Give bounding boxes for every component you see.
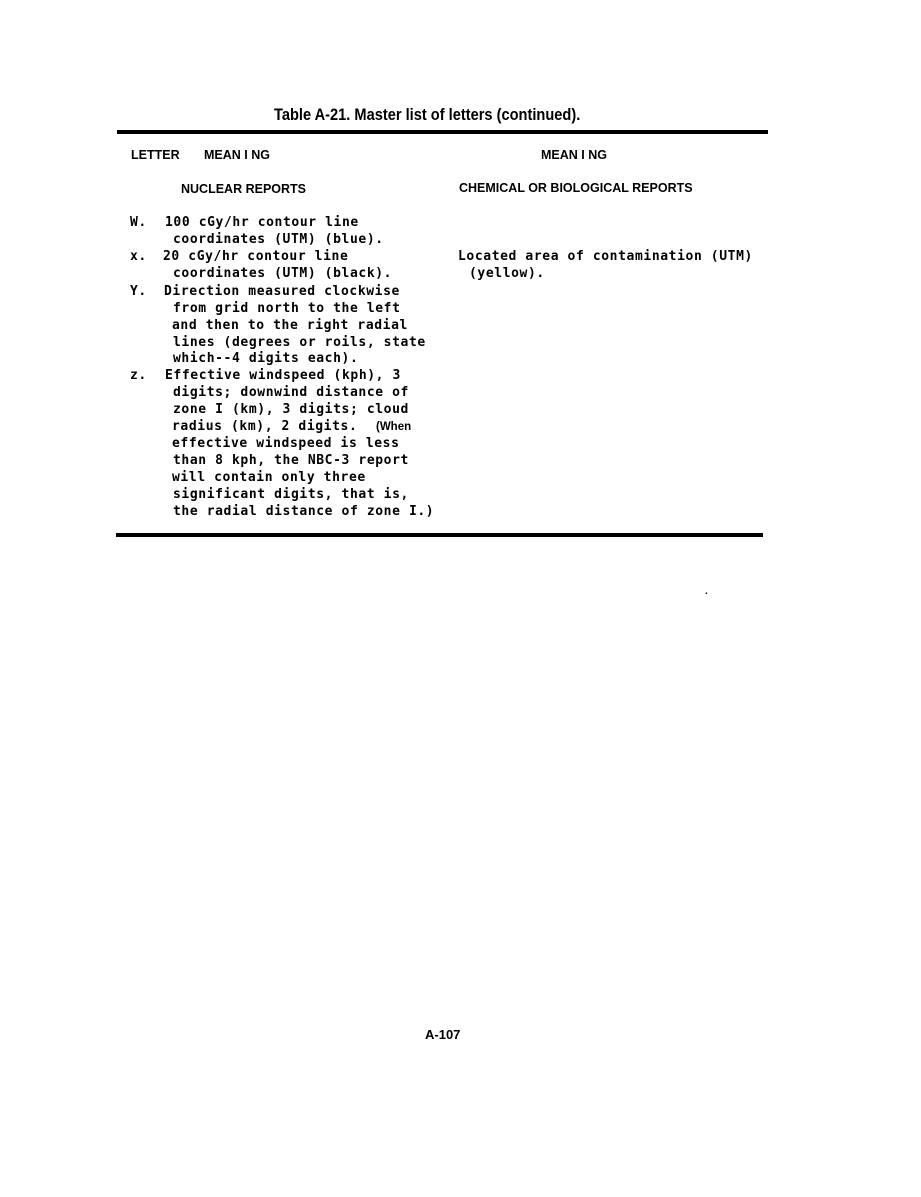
entry-w-line-2: coordinates (UTM) (blue). xyxy=(173,232,384,247)
entry-letter-z: z. xyxy=(130,368,147,383)
entry-z-line-9: the radial distance of zone I.) xyxy=(173,504,435,519)
stray-mark: . xyxy=(705,586,708,597)
entry-z-line-4: radius (km), 2 digits. xyxy=(172,419,358,434)
entry-letter-x: x. xyxy=(130,249,147,264)
entry-y-line-5: which--4 digits each). xyxy=(173,351,359,366)
entry-y-line-2: from grid north to the left xyxy=(173,301,401,316)
entry-w-line-1: 100 cGy/hr contour line xyxy=(165,215,359,230)
entry-y-line-1: Direction measured clockwise xyxy=(164,284,400,299)
table-title: Table A-21. Master list of letters (continued). xyxy=(274,105,581,124)
entry-z-line-2: digits; downwind distance of xyxy=(173,385,409,400)
entry-letter-y: Y. xyxy=(130,284,147,299)
top-rule xyxy=(117,130,768,134)
entry-y-line-4: lines (degrees or roils, state xyxy=(173,335,426,350)
entry-y-line-3: and then to the right radial xyxy=(172,318,408,333)
nuclear-reports-header: NUCLEAR REPORTS xyxy=(181,182,307,196)
entry-z-line-3: zone I (km), 3 digits; cloud xyxy=(173,402,409,417)
entry-z-line-7: will contain only three xyxy=(172,470,366,485)
entry-x-line-1: 20 cGy/hr contour line xyxy=(163,249,349,264)
entry-z-small-tail: (When xyxy=(376,421,412,433)
meaning-column-header-left: MEAN I NG xyxy=(204,148,270,162)
chemical-x-line-1: Located area of contamination (UTM) xyxy=(458,249,753,264)
entry-z-line-5: effective windspeed is less xyxy=(172,436,400,451)
letter-column-header: LETTER xyxy=(131,148,180,162)
meaning-column-header-right: MEAN I NG xyxy=(541,148,607,162)
entry-z-line-6: than 8 kph, the NBC-3 report xyxy=(173,453,409,468)
entry-z-line-8: significant digits, that is, xyxy=(173,487,409,502)
chemical-x-line-2: (yellow). xyxy=(469,266,545,281)
entry-x-line-2: coordinates (UTM) (black). xyxy=(173,266,393,281)
chemical-biological-reports-header: CHEMICAL OR BIOLOGICAL REPORTS xyxy=(459,181,693,195)
bottom-rule xyxy=(116,533,763,537)
entry-z-line-1: Effective windspeed (kph), 3 xyxy=(165,368,401,383)
page-number: A-107 xyxy=(425,1027,461,1042)
entry-letter-w: W. xyxy=(130,215,147,230)
